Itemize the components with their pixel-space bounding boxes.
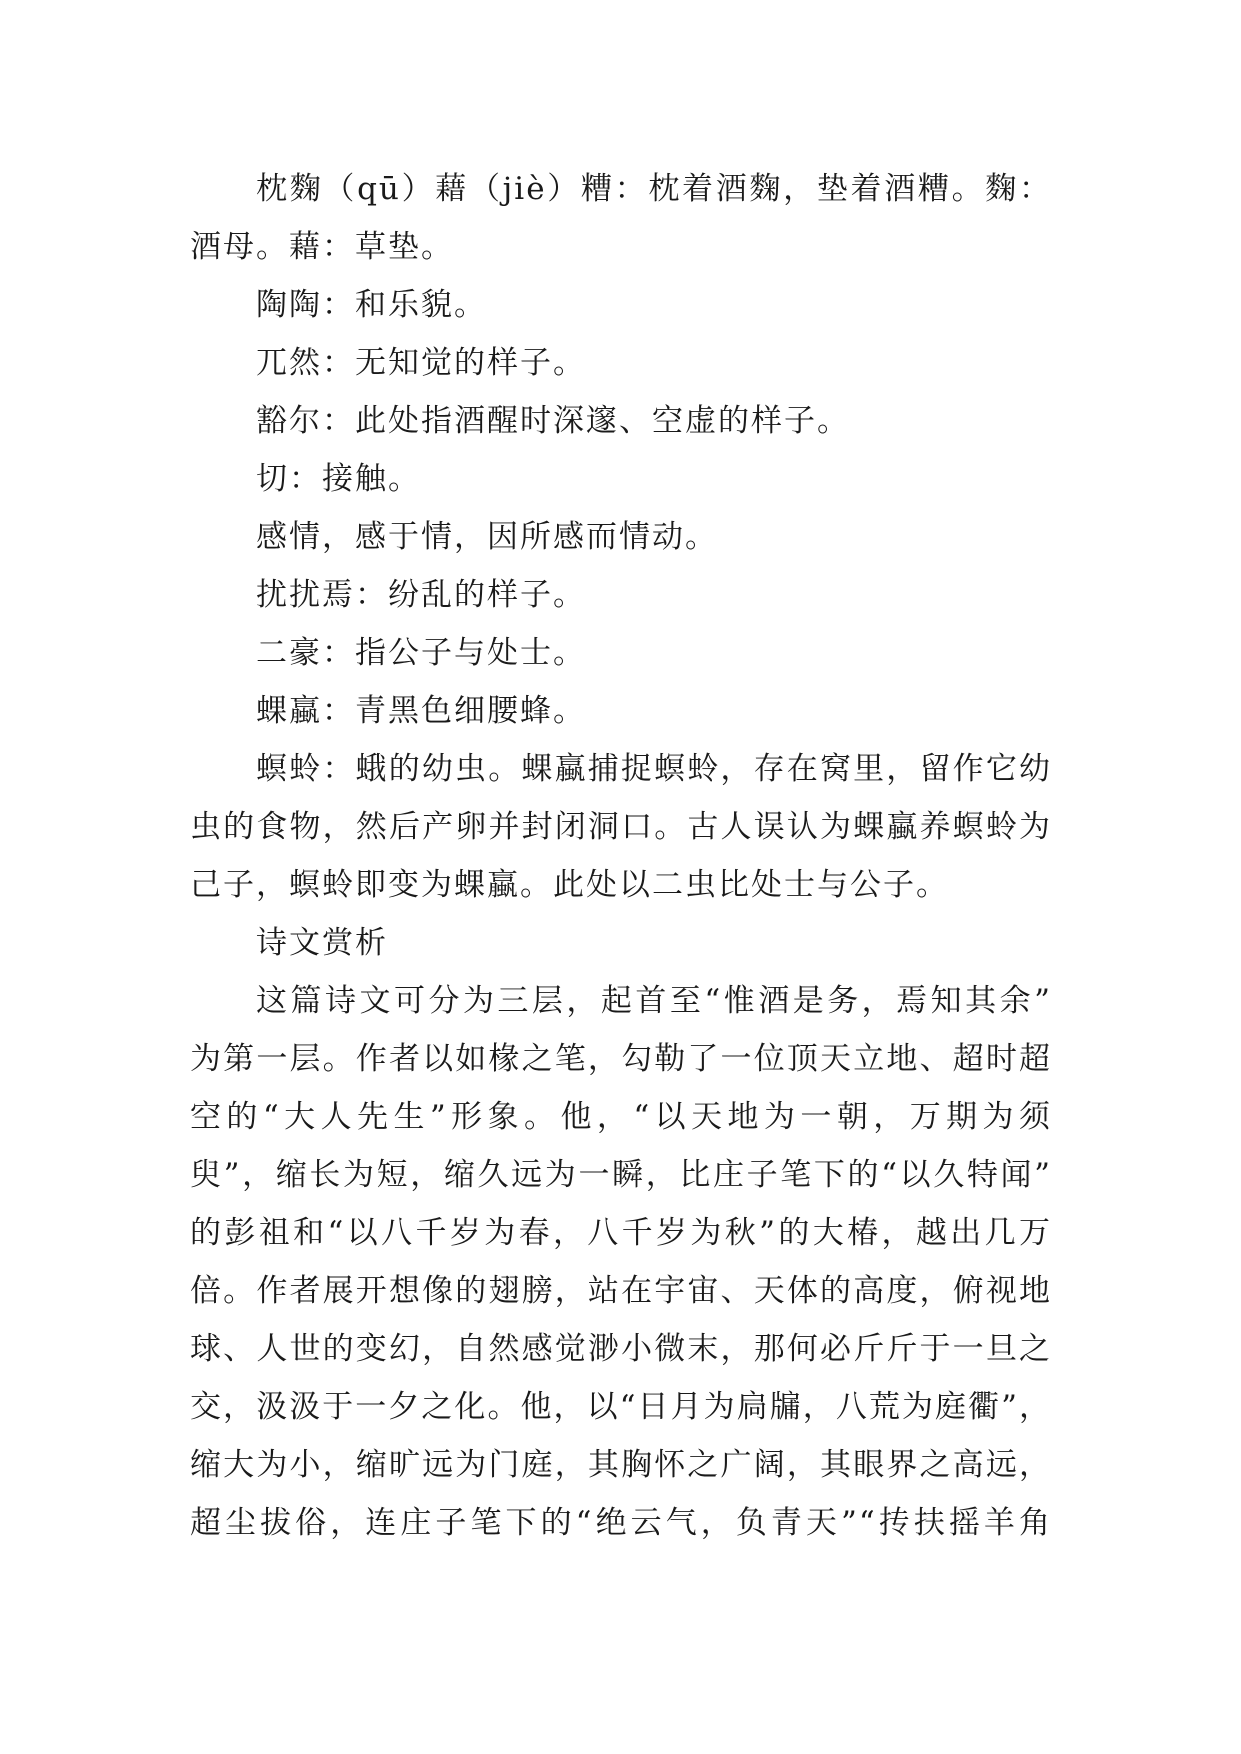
paragraph-line: 臾”，缩长为短，缩久远为一瞬，比庄子笔下的“以久特闻”	[190, 1157, 1052, 1193]
paragraph-line: 豁尔：此处指酒醒时深邃、空虚的样子。	[256, 403, 850, 439]
paragraph-line: 陶陶：和乐貌。	[256, 287, 487, 323]
paragraph-line: 这篇诗文可分为三层，起首至“惟酒是务，焉知其余”	[256, 983, 1052, 1019]
paragraph-line: 交，汲汲于一夕之化。他，以“日月为扃牖，八荒为庭衢”，	[190, 1389, 1052, 1425]
paragraph-line: 超尘拔俗，连庄子笔下的“绝云气，负青天”“抟扶摇羊角	[190, 1505, 1052, 1541]
paragraph-line: 感情，感于情，因所感而情动。	[256, 519, 718, 555]
paragraph-line: 虫的食物，然后产卵并封闭洞口。古人误认为蜾蠃养螟蛉为	[190, 809, 1052, 845]
paragraph-line: 空的“大人先生”形象。他，“以天地为一朝，万期为须	[190, 1099, 1052, 1135]
paragraph-line: 球、人世的变幻，自然感觉渺小微末，那何必斤斤于一旦之	[190, 1331, 1052, 1367]
paragraph-line: 螟蛉：蛾的幼虫。蜾蠃捕捉螟蛉，存在窝里，留作它幼	[256, 751, 1052, 787]
paragraph-line: 兀然：无知觉的样子。	[256, 345, 586, 381]
paragraph-line: 己子，螟蛉即变为蜾蠃。此处以二虫比处士与公子。	[190, 867, 949, 903]
paragraph-line: 为第一层。作者以如椽之笔，勾勒了一位顶天立地、超时超	[190, 1041, 1052, 1077]
paragraph-line: 扰扰焉：纷乱的样子。	[256, 577, 586, 613]
document-body	[190, 160, 1052, 1552]
paragraph-line: 枕麴（qū）藉（jiè）糟：枕着酒麴，垫着酒糟。麴：	[256, 171, 1052, 207]
section-heading: 诗文赏析	[256, 925, 388, 961]
paragraph-line: 切：接触。	[256, 461, 421, 497]
paragraph-line: 二豪：指公子与处士。	[256, 635, 586, 671]
paragraph-line: 蜾蠃：青黑色细腰蜂。	[256, 693, 586, 729]
paragraph-line: 倍。作者展开想像的翅膀，站在宇宙、天体的高度，俯视地	[190, 1273, 1052, 1309]
paragraph-line: 酒母。藉：草垫。	[190, 229, 454, 265]
paragraph-line: 的彭祖和“以八千岁为春，八千岁为秋”的大椿，越出几万	[190, 1215, 1052, 1251]
paragraph-line: 缩大为小，缩旷远为门庭，其胸怀之广阔，其眼界之高远，	[190, 1447, 1052, 1483]
